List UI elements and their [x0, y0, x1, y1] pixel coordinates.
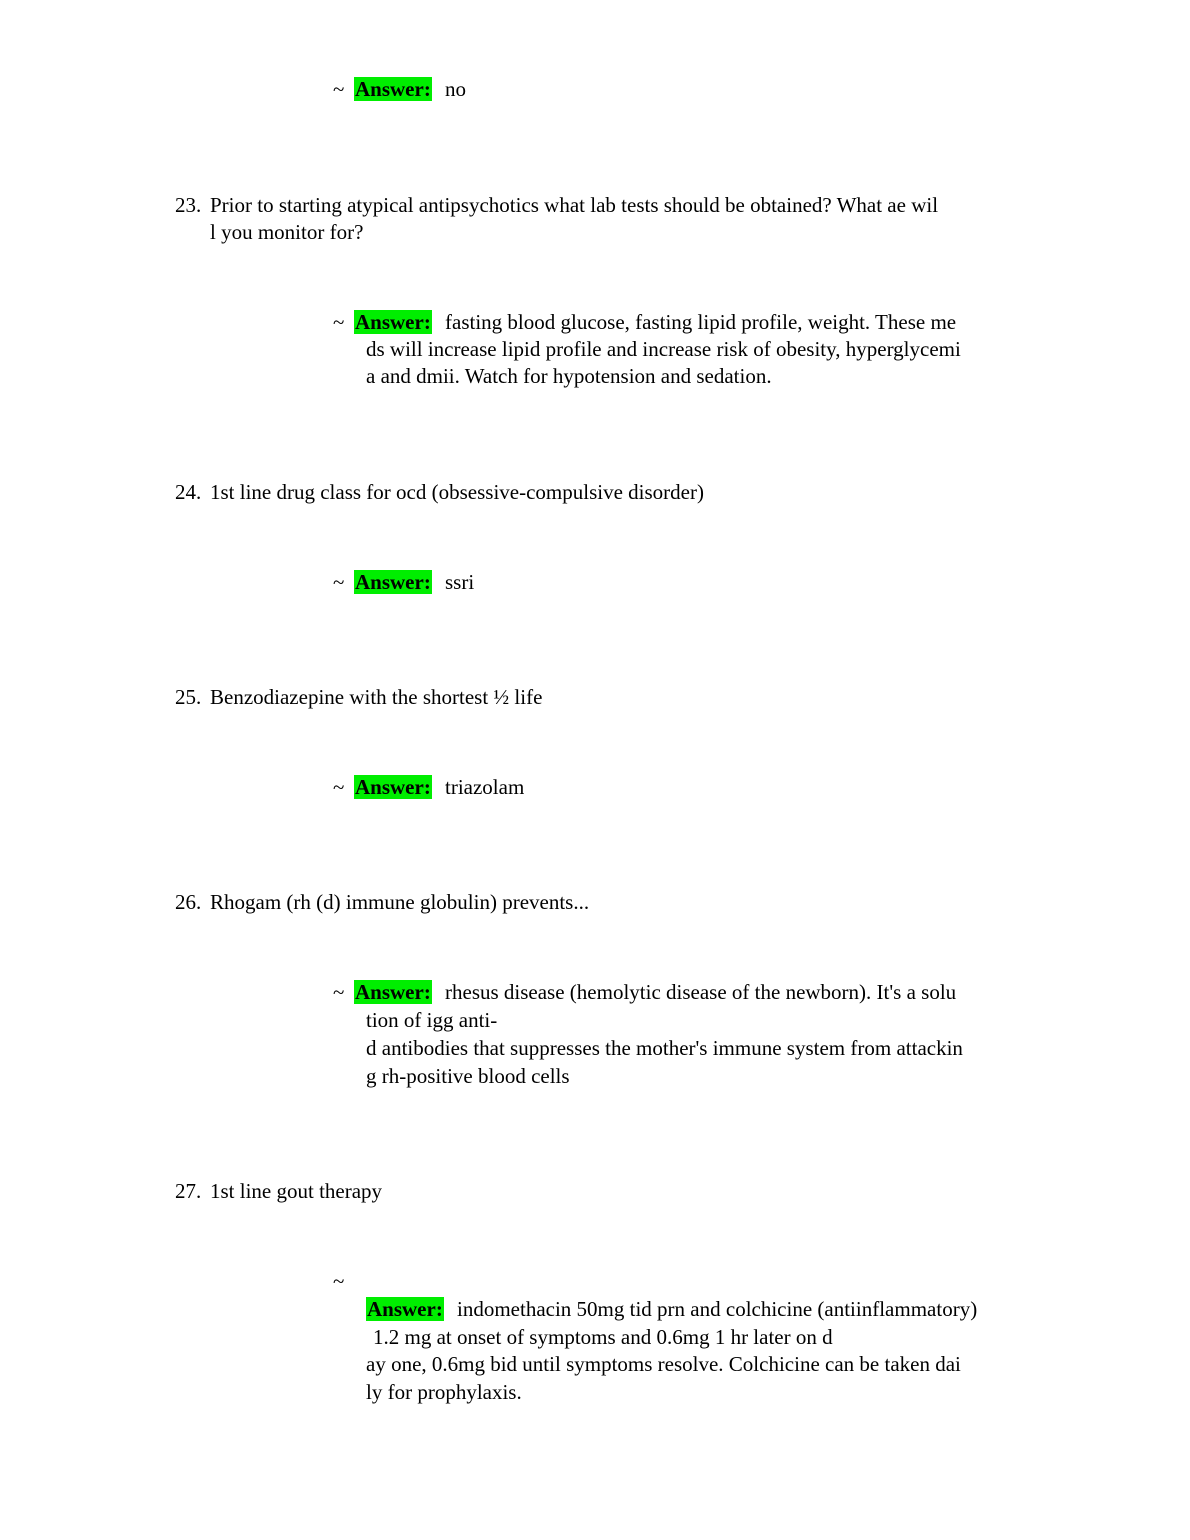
answer-text: ay one, 0.6mg bid until symptoms resolve. Colchicine can be taken dai — [366, 1352, 961, 1376]
answer-text: ssri — [445, 570, 475, 594]
answer-text: triazolam — [445, 775, 525, 799]
answer-label — [354, 774, 432, 801]
answer-text: no — [445, 77, 466, 101]
answer-highlight: Answer: — [355, 310, 431, 334]
question-text: Benzodiazepine with the shortest ½ life — [210, 685, 543, 709]
question-number: 24. — [175, 480, 202, 504]
answer-label — [354, 76, 432, 103]
tilde-marker: ~ — [333, 775, 345, 799]
question-text: Prior to starting atypical antipsychotics what lab tests should be obtained? What ae wil — [210, 193, 939, 217]
answer-label — [354, 569, 432, 596]
answer-text: g rh-positive blood cells — [366, 1064, 570, 1088]
answer-highlight: Answer: — [355, 77, 431, 101]
question-text: 1st line drug class for ocd (obsessive-compulsive disorder) — [210, 480, 704, 504]
tilde-marker: ~ — [333, 1269, 345, 1293]
question-text: Rhogam (rh (d) immune globulin) prevents... — [210, 890, 590, 914]
tilde-marker: ~ — [333, 570, 345, 594]
answer-text: 1.2 mg at onset of symptoms and 0.6mg 1 hr later on d — [373, 1325, 833, 1349]
question-number: 25. — [175, 685, 202, 709]
answer-highlight: Answer: — [367, 1297, 443, 1321]
answer-label — [354, 979, 432, 1006]
question-text: 1st line gout therapy — [210, 1179, 383, 1203]
question-number: 23. — [175, 193, 202, 217]
answer-label — [354, 309, 432, 336]
answer-text: indomethacin 50mg tid prn and colchicine (antiinflammatory) — [457, 1297, 978, 1321]
answer-highlight: Answer: — [355, 775, 431, 799]
answer-text: fasting blood glucose, fasting lipid profile, weight. These me — [445, 310, 957, 334]
answer-text: rhesus disease (hemolytic disease of the newborn). It's a solu — [445, 980, 957, 1004]
tilde-marker: ~ — [333, 77, 345, 101]
answer-highlight: Answer: — [355, 980, 431, 1004]
answer-text: a and dmii. Watch for hypotension and sedation. — [366, 364, 772, 388]
answer-highlight: Answer: — [355, 570, 431, 594]
answer-text: d antibodies that suppresses the mother's immune system from attackin — [366, 1036, 963, 1060]
tilde-marker: ~ — [333, 980, 345, 1004]
answer-label — [366, 1296, 444, 1323]
question-number: 26. — [175, 890, 202, 914]
answer-text: ds will increase lipid profile and increase risk of obesity, hyperglycemi — [366, 337, 961, 361]
question-number: 27. — [175, 1179, 202, 1203]
answer-text: tion of igg anti- — [366, 1008, 498, 1032]
answer-text: ly for prophylaxis. — [366, 1380, 522, 1404]
tilde-marker: ~ — [333, 310, 345, 334]
question-text: l you monitor for? — [210, 220, 364, 244]
